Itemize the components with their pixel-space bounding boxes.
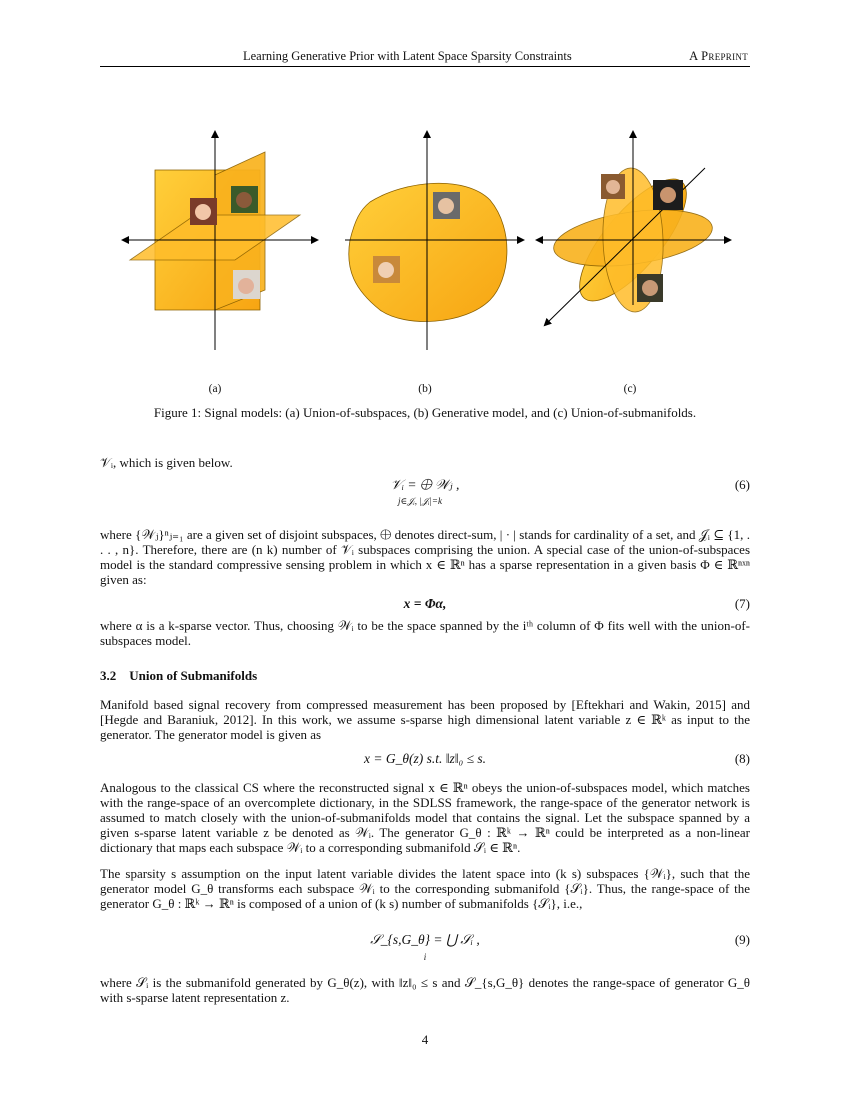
face-image <box>236 192 252 208</box>
panel-c-union-of-submanifolds <box>537 132 730 325</box>
paragraph: The sparsity s assumption on the input latent variable divides the latent space into (k s) subspaces {𝒲ᵢ}, such that the generator model G_θ transforms each subspace 𝒲ᵢ to the corresponding submanifold {𝒮ᵢ}. Thus, the range-space of the generator G_θ : ℝᵏ → ℝⁿ is composed of a union of (k s) number of submanifolds {𝒮ᵢ}, i.e., <box>100 866 750 911</box>
equation-9-body: 𝒮_{s,G_θ} = ⋃ 𝒮ᵢ , <box>370 932 480 947</box>
face-image <box>660 187 676 203</box>
equation-9 <box>100 932 750 954</box>
header-title: Learning Generative Prior with Latent Space Sparsity Constraints <box>243 49 572 63</box>
equation-7-body: x = Φα, <box>403 596 447 611</box>
face-image <box>195 204 211 220</box>
equation-8 <box>100 751 750 773</box>
subfigure-label-b: (b) <box>418 383 432 395</box>
figure-1 <box>105 120 745 380</box>
face-image <box>378 262 394 278</box>
paragraph: where α is a k-sparse vector. Thus, choosing 𝒲ᵢ to be the space spanned by the iᵗʰ column of Φ fits well with the union-of-subspaces model. <box>100 618 750 648</box>
section-title: Union of Submanifolds <box>129 668 258 683</box>
section-number: 3.2 <box>100 668 117 683</box>
equation-9-subscript: i <box>423 952 427 962</box>
generator-range-manifold <box>349 183 507 321</box>
paragraph: 𝒱ᵢ, which is given below. <box>100 455 233 470</box>
paragraph: Manifold based signal recovery from compressed measurement has been proposed by [Eftekhari and Wakin, 2015] and [Hegde and Baraniuk, 2012]. In this work, we assume s-sparse high dimensional latent variable z ∈ ℝᵏ as input to the generator. The generator model is given as <box>100 697 750 742</box>
paragraph: where {𝒲ⱼ}ⁿⱼ₌₁ are a given set of disjoint subspaces, ⨁ denotes direct-sum, | · | stands for cardinality of a set, and 𝒥ᵢ ⊆ {1, . . . , n}. Therefore, there are (n k) number of 𝒱ᵢ subspaces comprising the union. A special case of the union-of-subspaces model is the standard compressive sensing problem in which x ∈ ℝⁿ has a sparse representation in a given basis Φ ∈ ℝⁿˣⁿ given as: <box>100 527 750 587</box>
equation-6-number: (6) <box>734 477 750 492</box>
face-image <box>642 280 658 296</box>
paragraph: Analogous to the classical CS where the reconstructed signal x ∈ ℝⁿ obeys the union-of-subspaces model, which matches with the range-space of an overcomplete dictionary, in the SDLSS framework, the range-space of the generator network is assumed to match closely with the union-of-submanifolds model that contains the signal. Let the subspace spanned by a given s-sparse latent variable z be denoted as 𝒲ᵢ. The generator G_θ : ℝᵏ → ℝⁿ could be interpreted as a non-linear dictionary that maps each subspace 𝒲ᵢ to a corresponding submanifold 𝒮ᵢ ∈ ℝⁿ. <box>100 780 750 855</box>
equation-7-number: (7) <box>734 596 750 611</box>
running-header <box>100 48 750 67</box>
equation-6-body: 𝒱ᵢ = ⨁ 𝒲ⱼ , <box>390 477 460 492</box>
equation-8-number: (8) <box>734 751 750 766</box>
header-label: A Preprint <box>689 49 748 63</box>
figure-caption: Figure 1: Signal models: (a) Union-of-subspaces, (b) Generative model, and (c) Union-of-submanifolds. <box>153 405 697 420</box>
paragraph: where 𝒮ᵢ is the submanifold generated by G_θ(z), with ‖z‖₀ ≤ s and 𝒮_{s,G_θ} denotes the range-space of generator G_θ with s-sparse latent representation z. <box>100 975 750 1005</box>
equation-9-number: (9) <box>734 932 750 947</box>
panel-b-generative-model <box>345 132 523 350</box>
equation-7 <box>100 596 750 618</box>
face-image <box>438 198 454 214</box>
subfigure-label-a: (a) <box>208 383 222 395</box>
equation-8-body: x = G_θ(z) s.t. ‖z‖₀ ≤ s. <box>363 751 487 766</box>
equation-6-subscript: j∈𝒥ᵢ, |𝒥ᵢ|=k <box>398 496 442 506</box>
subfigure-label-c: (c) <box>623 383 637 395</box>
page-number: 4 <box>421 1032 429 1047</box>
panel-a-union-of-subspaces <box>123 132 317 350</box>
face-image <box>238 278 254 294</box>
section-heading <box>100 668 257 684</box>
face-image <box>606 180 620 194</box>
